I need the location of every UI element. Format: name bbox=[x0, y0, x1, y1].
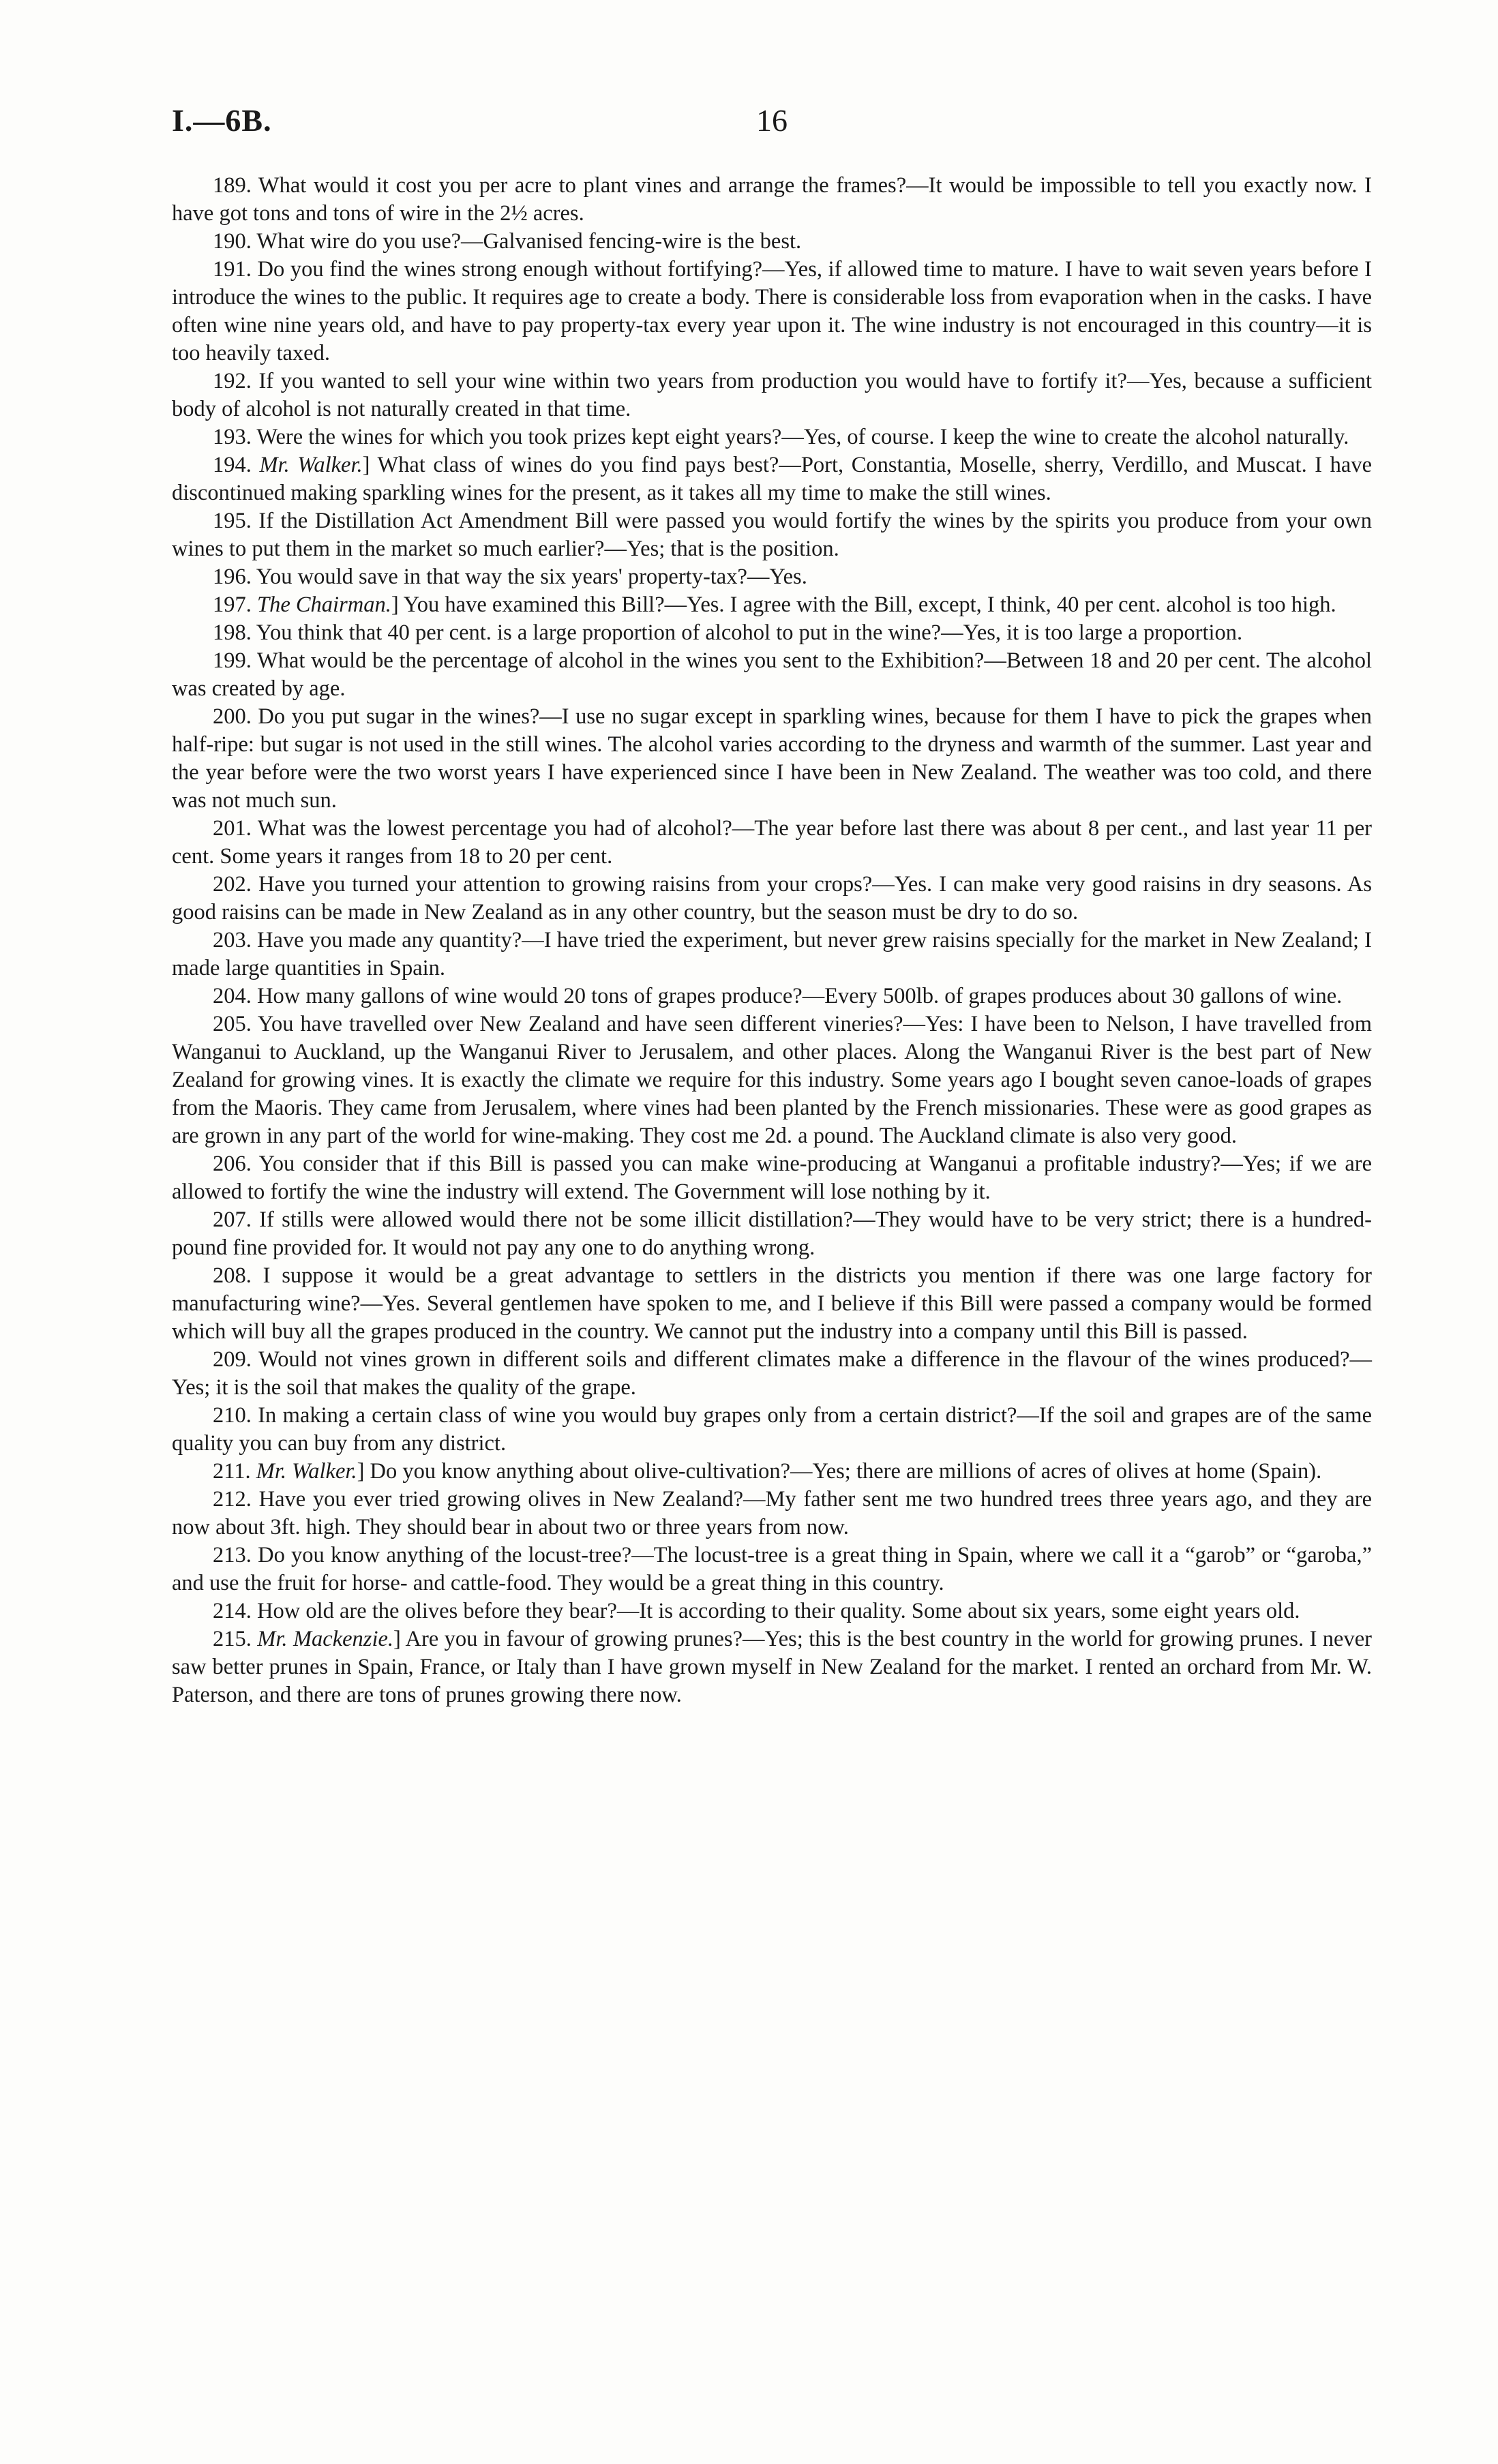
paragraph-text: What class of wines do you find pays best?—Port, Constantia, Moselle, sherry, Verdillo, and Muscat. I have discontinued making sparkling wines for the present, as it takes all my time to make the still wines. bbox=[172, 453, 1372, 505]
speaker-name: Mr. Mackenzie. bbox=[257, 1627, 394, 1651]
question-answer-paragraph bbox=[172, 1206, 1372, 1262]
page-header bbox=[172, 102, 1372, 143]
question-answer-paragraph bbox=[172, 1486, 1372, 1542]
question-answer-paragraph bbox=[172, 619, 1372, 647]
paragraph-text: If you wanted to sell your wine within two years from production you would have to fortify it?—Yes, because a sufficient body of alcohol is not naturally created in that time. bbox=[172, 369, 1373, 421]
question-answer-paragraph bbox=[172, 982, 1372, 1010]
paragraph-text: You consider that if this Bill is passed you can make wine-producing at Wanganui a profitable industry?—Yes; if we are allowed to fortify the wine the industry will extend. The Government will lose nothing by it. bbox=[172, 1152, 1372, 1204]
question-number: 194. bbox=[213, 453, 252, 477]
question-number: 215. bbox=[213, 1627, 252, 1651]
question-number: 198. bbox=[213, 620, 252, 645]
question-number: 191. bbox=[213, 257, 252, 282]
question-number: 205. bbox=[213, 1012, 252, 1036]
question-answer-paragraph bbox=[172, 451, 1372, 507]
question-answer-paragraph bbox=[172, 423, 1372, 451]
paragraph-text: I suppose it would be a great advantage to settlers in the districts you mention if there was one large factory for manufacturing wine?—Yes. Several gentlemen have spoken to me, and I believe if this Bill were passed a company would be formed which will buy all the grapes produced in the country. We cannot put the industry into a company until this Bill is passed. bbox=[172, 1263, 1372, 1344]
paragraph-text: Do you put sugar in the wines?—I use no sugar except in sparkling wines, because for them I have to pick the grapes when half-ripe: but sugar is not used in the still wines. The alcohol varies according to the dryness and warmth of the summer. Last year and the year before were the two worst years I have experienced since I have been in New Zealand. The weather was too cold, and there was not much sun. bbox=[172, 704, 1373, 813]
question-number: 196. bbox=[213, 565, 252, 589]
question-number: 209. bbox=[213, 1347, 252, 1372]
paragraph-text: If the Distillation Act Amendment Bill were passed you would fortify the wines by the spirits you produce from your own wines to put them in the market so much earlier?—Yes; that is the position. bbox=[172, 509, 1373, 561]
paragraph-text: Do you find the wines strong enough without fortifying?—Yes, if allowed time to mature. I have to wait seven years before I introduce the wines to the public. It requires age to create a body. There is considerable loss from evaporation when in the casks. I have often wine nine years old, and have to pay property-tax every year upon it. The wine industry is not encouraged in this country—it is too heavily taxed. bbox=[172, 257, 1372, 365]
question-answer-paragraph bbox=[172, 871, 1372, 927]
speaker-bracket: ] bbox=[391, 592, 399, 617]
question-answer-paragraph bbox=[172, 1262, 1372, 1346]
question-number: 202. bbox=[213, 872, 252, 897]
question-number: 208. bbox=[213, 1263, 252, 1288]
question-number: 199. bbox=[213, 648, 252, 673]
question-number: 207. bbox=[213, 1207, 252, 1232]
question-number: 195. bbox=[213, 509, 252, 533]
question-number: 213. bbox=[213, 1543, 252, 1567]
paragraph-text: What wire do you use?—Galvanised fencing-wire is the best. bbox=[256, 229, 802, 254]
question-answer-paragraph bbox=[172, 1346, 1372, 1402]
question-answer-paragraph bbox=[172, 647, 1372, 703]
paragraph-text: You think that 40 per cent. is a large proportion of alcohol to put in the wine?—Yes, it is too large a proportion. bbox=[256, 620, 1243, 645]
question-answer-paragraph bbox=[172, 1150, 1372, 1206]
question-number: 204. bbox=[213, 984, 252, 1008]
question-number: 192. bbox=[213, 369, 252, 393]
speaker-bracket: ] bbox=[357, 1459, 365, 1484]
question-answer-paragraph bbox=[172, 1542, 1372, 1597]
question-answer-paragraph bbox=[172, 256, 1372, 367]
paragraph-text: You have travelled over New Zealand and have seen different vineries?—Yes: I have been to Nelson, I have travelled from Wanganui to Auckland, up the Wanganui River to Jerusalem, and other places. Along the Wanganui River is the best part of New Zealand for growing vines. It is exactly the climate we require for this industry. Some years ago I bought seven canoe-loads of grapes from the Maoris. They came from Jerusalem, where vines had been planted by the French missionaries. These were as good grapes as are grown in any part of the world for wine-making. They cost me 2d. a pound. The Auckland climate is also very good. bbox=[172, 1012, 1373, 1148]
question-answer-paragraph bbox=[172, 927, 1372, 982]
question-number: 189. bbox=[213, 173, 252, 198]
question-answer-paragraph bbox=[172, 1010, 1372, 1150]
paragraph-text: You have examined this Bill?—Yes. I agree with the Bill, except, I think, 40 per cent. alcohol is too high. bbox=[403, 592, 1336, 617]
document-body bbox=[172, 172, 1372, 1709]
speaker-name: The Chairman. bbox=[257, 592, 391, 617]
question-number: 197. bbox=[213, 592, 252, 617]
paragraph-text: Do you know anything about olive-cultivation?—Yes; there are millions of acres of olives at home (Spain). bbox=[370, 1459, 1322, 1484]
question-answer-paragraph bbox=[172, 172, 1372, 228]
paragraph-text: Are you in favour of growing prunes?—Yes; this is the best country in the world for growing prunes. I never saw better prunes in Spain, France, or Italy than I have grown myself in New Zealand for the market. I rented an orchard from Mr. W. Paterson, and there are tons of prunes growing there now. bbox=[172, 1627, 1372, 1707]
question-answer-paragraph bbox=[172, 1458, 1372, 1486]
question-answer-paragraph bbox=[172, 1402, 1372, 1458]
paragraph-text: You would save in that way the six years' property-tax?—Yes. bbox=[256, 565, 807, 589]
paragraph-text: If stills were allowed would there not be some illicit distillation?—They would have to be very strict; there is a hundred-pound fine provided for. It would not pay any one to do anything wrong. bbox=[172, 1207, 1373, 1260]
paragraph-text: Were the wines for which you took prizes kept eight years?—Yes, of course. I keep the wine to create the alcohol naturally. bbox=[256, 425, 1349, 449]
question-answer-paragraph bbox=[172, 228, 1372, 256]
paragraph-text: What would be the percentage of alcohol in the wines you sent to the Exhibition?—Between 18 and 20 per cent. The alcohol was created by age. bbox=[172, 648, 1372, 701]
question-number: 206. bbox=[213, 1152, 252, 1176]
question-answer-paragraph bbox=[172, 815, 1372, 871]
question-number: 214. bbox=[213, 1599, 252, 1623]
speaker-name: Mr. Walker. bbox=[256, 1459, 357, 1484]
question-number: 211. bbox=[213, 1459, 251, 1484]
question-answer-paragraph bbox=[172, 703, 1372, 815]
question-number: 193. bbox=[213, 425, 252, 449]
paragraph-text: Have you made any quantity?—I have tried the experiment, but never grew raisins specially for the market in New Zealand; I made large quantities in Spain. bbox=[172, 928, 1372, 980]
page-number: 16 bbox=[756, 103, 788, 138]
paragraph-text: How old are the olives before they bear?—It is according to their quality. Some about six years, some eight years old. bbox=[257, 1599, 1300, 1623]
speaker-bracket: ] bbox=[393, 1627, 401, 1651]
question-answer-paragraph bbox=[172, 563, 1372, 591]
speaker-bracket: ] bbox=[362, 453, 370, 477]
question-number: 190. bbox=[213, 229, 252, 254]
question-answer-paragraph bbox=[172, 367, 1372, 423]
question-number: 203. bbox=[213, 928, 252, 952]
document-reference: I.—6B. bbox=[172, 103, 272, 138]
question-number: 210. bbox=[213, 1403, 252, 1428]
question-number: 212. bbox=[213, 1487, 252, 1512]
question-number: 200. bbox=[213, 704, 252, 729]
question-answer-paragraph bbox=[172, 507, 1372, 563]
paragraph-text: Have you ever tried growing olives in New Zealand?—My father sent me two hundred trees three years ago, and they are now about 3ft. high. They should bear in about two or three years from now. bbox=[172, 1487, 1373, 1539]
paragraph-text: How many gallons of wine would 20 tons of grapes produce?—Every 500lb. of grapes produces about 30 gallons of wine. bbox=[257, 984, 1343, 1008]
paragraph-text: In making a certain class of wine you would buy grapes only from a certain district?—If the soil and grapes are of the same quality you can buy from any district. bbox=[172, 1403, 1373, 1456]
question-number: 201. bbox=[213, 816, 252, 841]
paragraph-text: Do you know anything of the locust-tree?—The locust-tree is a great thing in Spain, where we call it a “garob” or “garoba,” and use the fruit for horse- and cattle-food. They would be a great thing in this country. bbox=[172, 1543, 1373, 1595]
paragraph-text: What would it cost you per acre to plant vines and arrange the frames?—It would be impossible to tell you exactly now. I have got tons and tons of wire in the 2½ acres. bbox=[172, 173, 1373, 226]
speaker-name: Mr. Walker. bbox=[259, 453, 363, 477]
paragraph-text: Would not vines grown in different soils and different climates make a difference in the flavour of the wines produced?—Yes; it is the soil that makes the quality of the grape. bbox=[172, 1347, 1373, 1400]
question-answer-paragraph bbox=[172, 1597, 1372, 1625]
question-answer-paragraph bbox=[172, 1625, 1372, 1709]
paragraph-text: Have you turned your attention to growing raisins from your crops?—Yes. I can make very good raisins in dry seasons. As good raisins can be made in New Zealand as in any other country, but the season must be dry to do so. bbox=[172, 872, 1372, 925]
paragraph-text: What was the lowest percentage you had of alcohol?—The year before last there was about 8 per cent., and last year 11 per cent. Some years it ranges from 18 to 20 per cent. bbox=[172, 816, 1372, 869]
question-answer-paragraph bbox=[172, 591, 1372, 619]
